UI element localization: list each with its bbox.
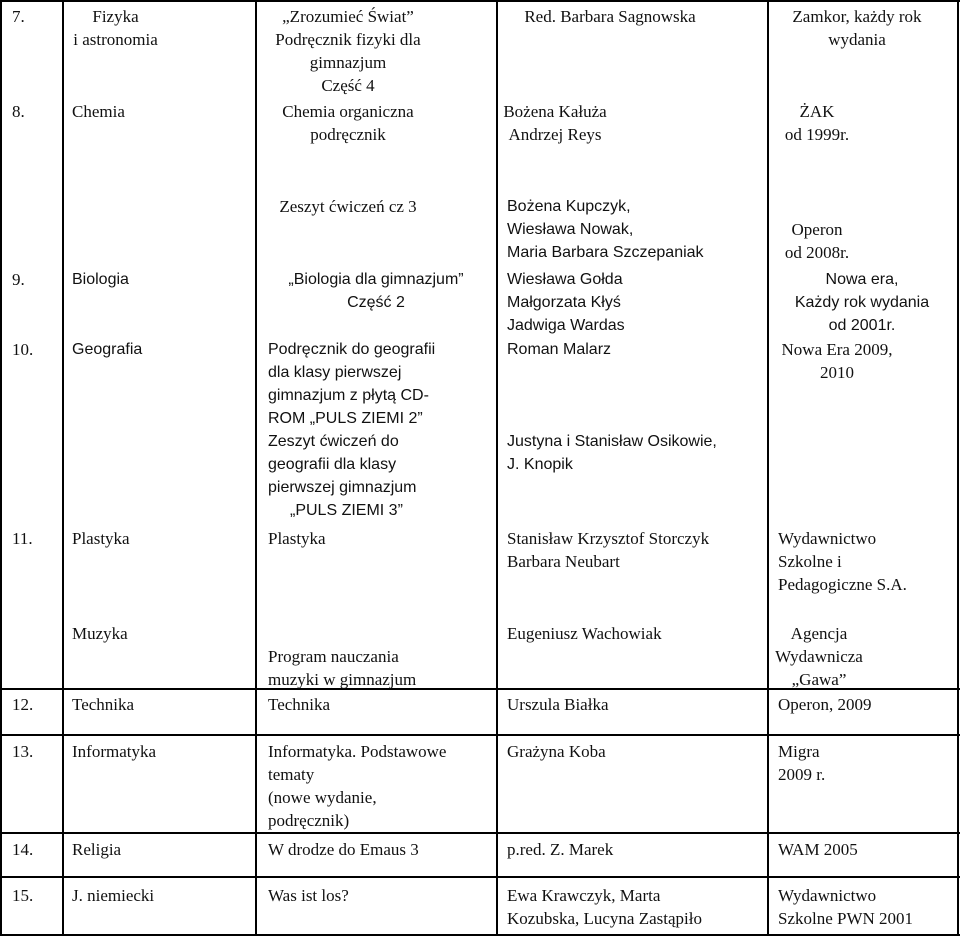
row-number: 11. <box>12 529 33 548</box>
authors-cell: Grażyna Koba <box>507 742 606 761</box>
subject-cell: Plastyka <box>72 529 130 548</box>
table-border-right <box>957 0 959 936</box>
authors-cell: Red. Barbara Sagnowska <box>524 7 696 26</box>
title-cell: Podręcznik do geografii dla klasy pierwszej gimnazjum z płytą CD- ROM „PULS ZIEMI 2” Zeszyt ćwiczeń do geografii dla klasy pierwszej gimnazjum „PULS ZIEMI 3” <box>268 341 436 519</box>
title-cell: Plastyka <box>268 529 326 548</box>
authors-cell: Ewa Krawczyk, Marta Kozubska, Lucyna Zastąpiło <box>507 886 702 928</box>
publisher-cell: Zamkor, każdy rok wydania <box>792 7 922 49</box>
column-separator <box>496 0 498 936</box>
authors-cell: Bożena Kupczyk, Wiesława Nowak, Maria Barbara Szczepaniak <box>507 198 704 261</box>
title-cell: Was ist los? <box>268 886 349 905</box>
publisher-cell: Operon od 2008r. <box>784 220 850 262</box>
row-number: 14. <box>12 840 34 859</box>
title-cell: Program nauczania muzyki w gimnazjum <box>268 647 417 689</box>
authors-cell: Roman Malarz <box>507 341 612 358</box>
table-border-left <box>0 0 2 936</box>
authors-cell: Stanisław Krzysztof Storczyk Barbara Neubart <box>507 529 710 571</box>
authors-cell: p.red. Z. Marek <box>507 840 614 859</box>
row-number: 7. <box>12 7 25 26</box>
authors-cell: Eugeniusz Wachowiak <box>507 624 662 643</box>
subject-cell: Biologia <box>72 271 129 288</box>
row-number: 12. <box>12 695 34 714</box>
publisher-cell: Migra 2009 r. <box>778 742 826 784</box>
publisher-cell: Nowa era, Każdy rok wydania od 2001r. <box>794 271 930 334</box>
subject-cell: Muzyka <box>72 624 128 643</box>
subject-cell: Religia <box>72 840 122 859</box>
title-cell: „Biologia dla gimnazjum” Część 2 <box>288 271 464 311</box>
title-cell: „Zrozumieć Świat” Podręcznik fizyki dla gimnazjum Część 4 <box>275 7 421 95</box>
publisher-cell: Operon, 2009 <box>778 695 872 714</box>
table-border-top <box>0 0 960 2</box>
subject-cell: Chemia <box>72 102 125 121</box>
row-number: 8. <box>12 102 25 121</box>
authors-cell: Justyna i Stanisław Osikowie, J. Knopik <box>507 433 717 473</box>
publisher-cell: ŻAK od 1999r. <box>784 102 850 144</box>
row-separator <box>0 734 960 736</box>
subject-cell: Fizyka i astronomia <box>73 7 158 49</box>
title-cell: Zeszyt ćwiczeń cz 3 <box>279 197 417 216</box>
authors-cell: Wiesława Gołda Małgorzata Kłyś Jadwiga Wardas <box>507 271 625 334</box>
subject-cell: Technika <box>72 695 135 714</box>
subject-cell: Informatyka <box>72 742 157 761</box>
authors-cell: Bożena Kałuża Andrzej Reys <box>503 102 607 144</box>
row-separator <box>0 832 960 834</box>
title-cell: Chemia organiczna podręcznik <box>282 102 414 144</box>
authors-cell: Urszula Białka <box>507 695 609 714</box>
title-cell: W drodze do Emaus 3 <box>268 840 419 859</box>
publisher-cell: Agencja Wydawnicza „Gawa” <box>775 624 863 689</box>
title-cell: Informatyka. Podstawowe tematy (nowe wydanie, podręcznik) <box>268 742 447 830</box>
subject-cell: J. niemiecki <box>72 886 155 905</box>
publisher-cell: Wydawnictwo Szkolne PWN 2001 <box>778 886 914 928</box>
publisher-cell: WAM 2005 <box>778 840 858 859</box>
row-number: 13. <box>12 742 34 761</box>
subject-cell: Geografia <box>72 341 143 358</box>
row-number: 10. <box>12 340 34 359</box>
row-separator <box>0 876 960 878</box>
column-separator <box>62 0 64 936</box>
publisher-cell: Nowa Era 2009, 2010 <box>781 340 893 382</box>
row-number: 9. <box>12 270 25 289</box>
publisher-cell: Wydawnictwo Szkolne i Pedagogiczne S.A. <box>778 529 907 594</box>
title-cell: Technika <box>268 695 331 714</box>
row-number: 15. <box>12 886 34 905</box>
